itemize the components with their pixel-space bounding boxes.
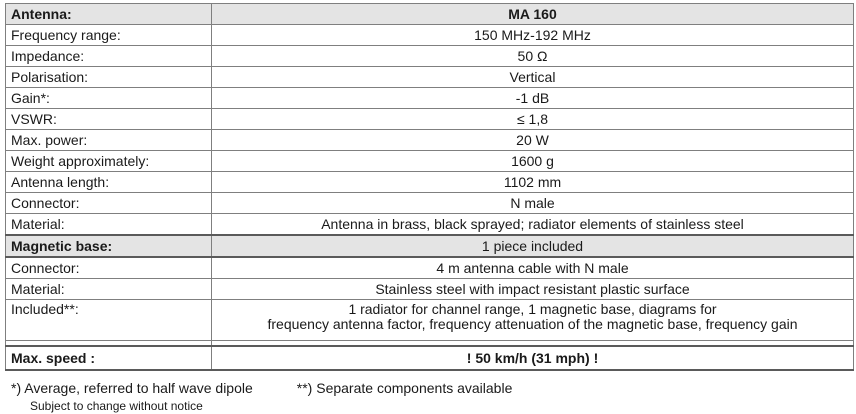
row-label: Weight approximately: (6, 151, 212, 172)
included-row (6, 300, 854, 341)
row-label: Frequency range: (6, 25, 212, 46)
row-value: 1102 mm (212, 172, 854, 193)
row-label: Material: (6, 279, 212, 300)
footnotes (11, 380, 512, 413)
row-value: 50 Ω (212, 46, 854, 67)
row-value: 20 W (212, 130, 854, 151)
row-label: Polarisation: (6, 67, 212, 88)
magnetic-base-section-row (6, 235, 854, 257)
table-row (6, 193, 854, 214)
row-label: Included**: (6, 300, 212, 341)
table-row (6, 130, 854, 151)
header-label: Antenna: (6, 4, 212, 25)
row-value: N male (212, 193, 854, 214)
table-row (6, 172, 854, 193)
table-row (6, 151, 854, 172)
row-value: ! 50 km/h (31 mph) ! (212, 346, 854, 370)
row-value: Antenna in brass, black sprayed; radiator elements of stainless steel (212, 214, 854, 236)
row-label: VSWR: (6, 109, 212, 130)
row-value: -1 dB (212, 88, 854, 109)
row-label: Gain*: (6, 88, 212, 109)
footnote-average: *) Average, referred to half wave dipole (11, 380, 253, 396)
row-label: Connector: (6, 257, 212, 279)
row-label: Material: (6, 214, 212, 236)
max-speed-row (6, 346, 854, 370)
table-header-row (6, 4, 854, 25)
table-row (6, 279, 854, 300)
table-row (6, 25, 854, 46)
row-value: 150 MHz-192 MHz (212, 25, 854, 46)
section-value: 1 piece included (212, 235, 854, 257)
row-label: Impedance: (6, 46, 212, 67)
table-row (6, 214, 854, 236)
row-label: Max. speed : (6, 346, 212, 370)
table-row (6, 88, 854, 109)
row-label: Connector: (6, 193, 212, 214)
change-notice: Subject to change without notice (30, 399, 203, 413)
table-row (6, 109, 854, 130)
row-value: 4 m antenna cable with N male (212, 257, 854, 279)
table-row (6, 46, 854, 67)
row-value: Vertical (212, 67, 854, 88)
footnote-components: **) Separate components available (296, 380, 513, 396)
included-line-2: frequency antenna factor, frequency attenuation of the magnetic base, frequency gain (267, 316, 798, 332)
included-line-1: 1 radiator for channel range, 1 magnetic base, diagrams for (348, 301, 717, 317)
row-value: Stainless steel with impact resistant plastic surface (212, 279, 854, 300)
section-label: Magnetic base: (6, 235, 212, 257)
row-label: Max. power: (6, 130, 212, 151)
table-row (6, 67, 854, 88)
row-label: Antenna length: (6, 172, 212, 193)
footnote-row (11, 380, 512, 396)
row-value: ≤ 1,8 (212, 109, 854, 130)
table-row (6, 257, 854, 279)
row-value: 1600 g (212, 151, 854, 172)
header-model: MA 160 (212, 4, 854, 25)
included-value (212, 300, 854, 341)
spec-table (5, 3, 854, 371)
